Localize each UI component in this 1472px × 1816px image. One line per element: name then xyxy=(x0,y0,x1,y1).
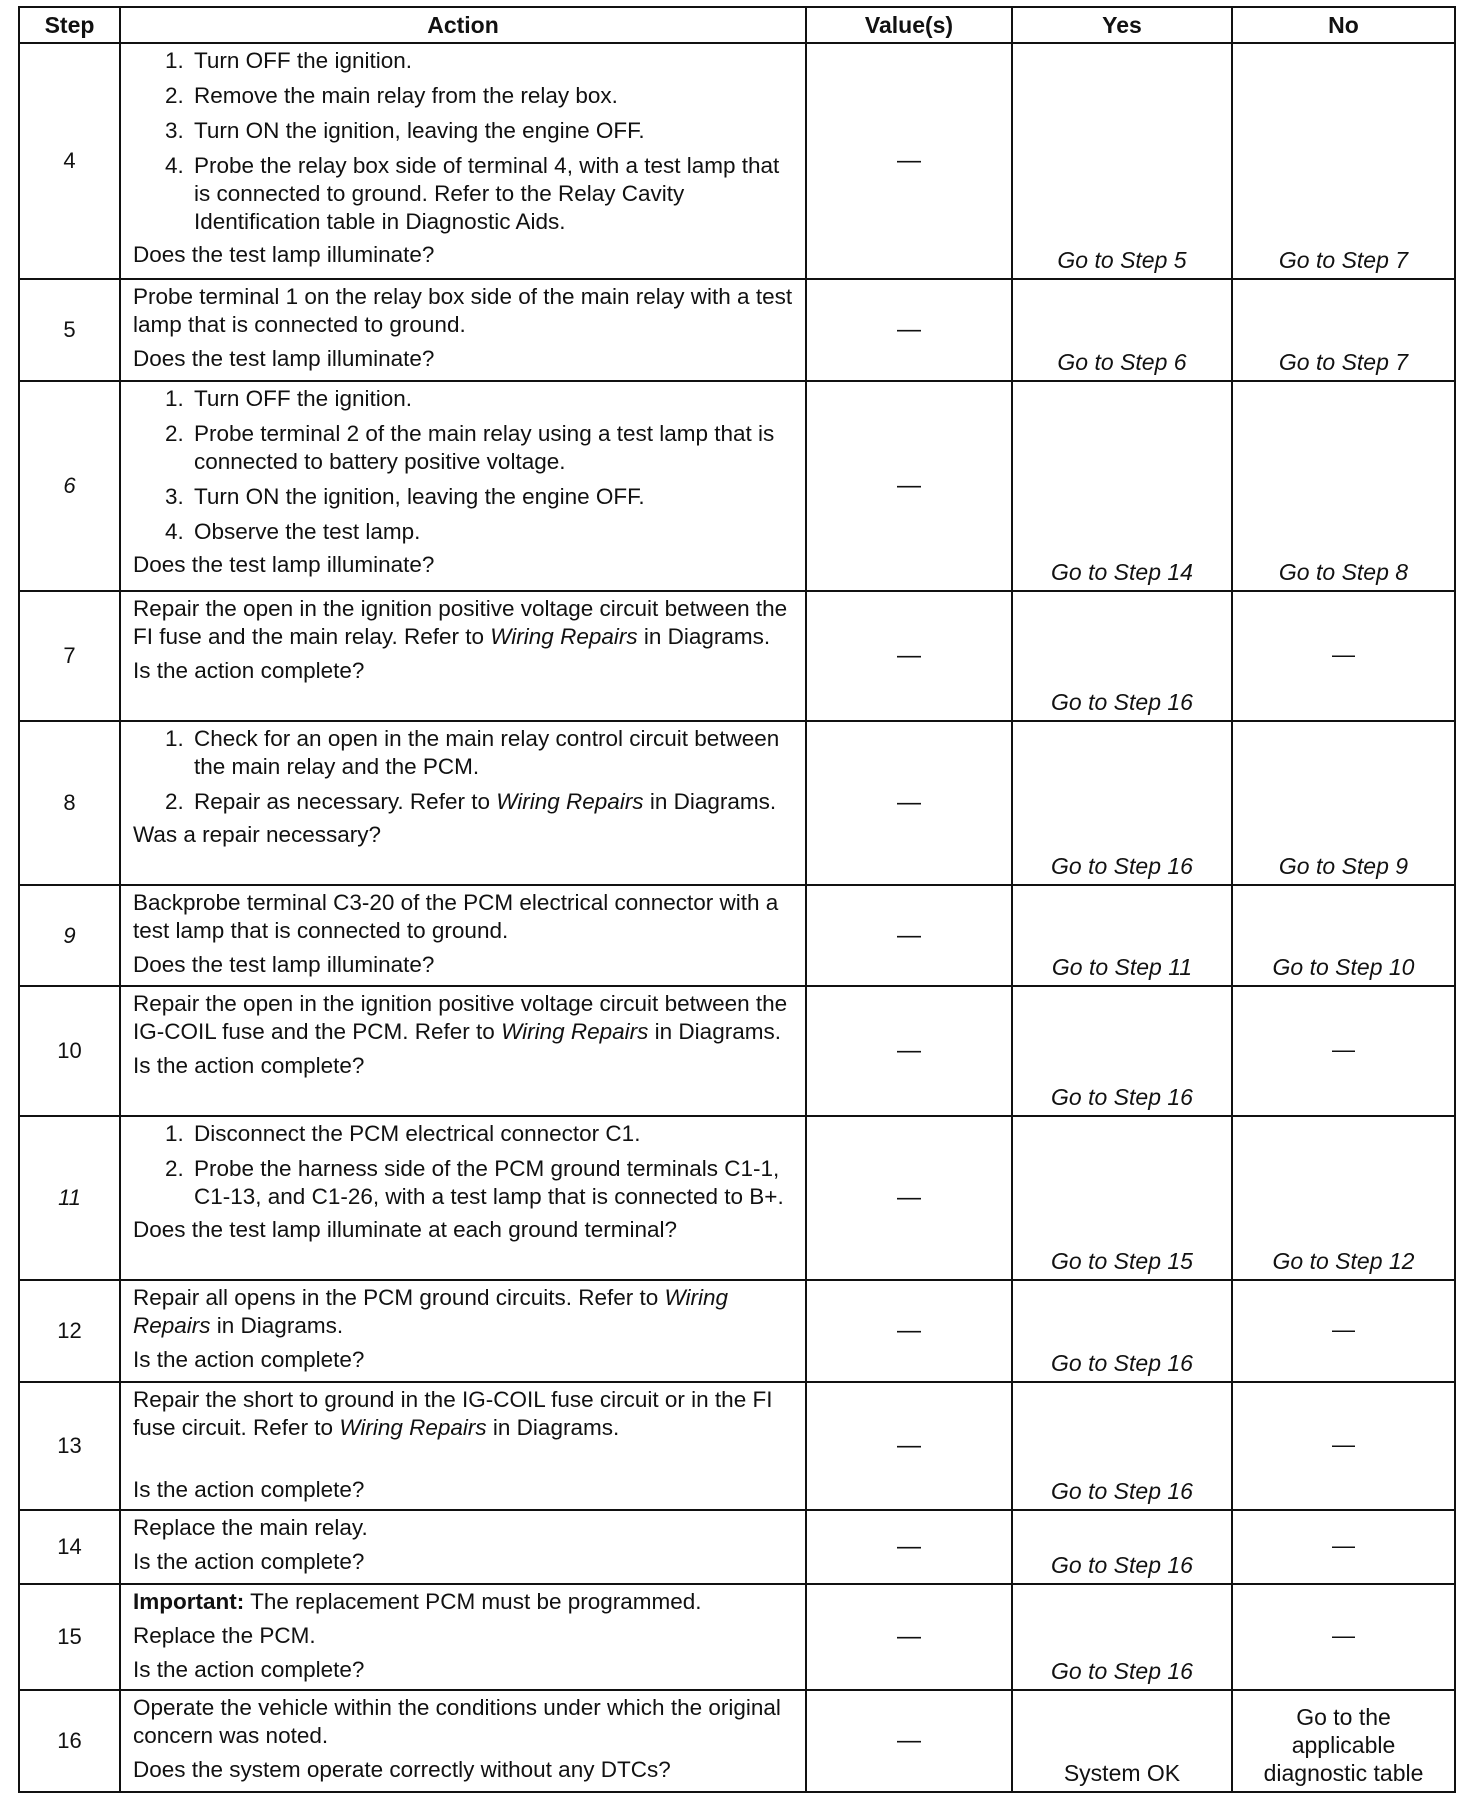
yes-cell: System OK xyxy=(1012,1690,1232,1792)
step-number: 4 xyxy=(19,43,120,279)
action-list xyxy=(133,1120,797,1211)
value-cell: — xyxy=(806,986,1012,1116)
yes-cell: Go to Step 16 xyxy=(1012,1280,1232,1382)
action-cell xyxy=(120,43,806,279)
value-cell: — xyxy=(806,1382,1012,1510)
action-text-part: Repair all opens in the PCM ground circuits. Refer to xyxy=(133,1285,665,1310)
table-row-step-16 xyxy=(19,1690,1455,1792)
step-number: 8 xyxy=(19,721,120,885)
action-text-part: Repair as necessary. Refer to xyxy=(194,789,497,814)
diagnostic-table xyxy=(18,6,1456,1793)
table-row-step-10 xyxy=(19,986,1455,1116)
action-question: Does the test lamp illuminate? xyxy=(133,346,435,371)
action-question: Does the system operate correctly without any DTCs? xyxy=(133,1757,671,1782)
table-row-step-7 xyxy=(19,591,1455,721)
table-row-step-9 xyxy=(19,885,1455,986)
action-text: Operate the vehicle within the conditions under which the original concern was noted. xyxy=(133,1695,781,1748)
step-number: 14 xyxy=(19,1510,120,1584)
yes-cell: Go to Step 16 xyxy=(1012,721,1232,885)
list-item: 3. Turn ON the ignition, leaving the engine OFF. xyxy=(190,483,797,511)
no-cell: — xyxy=(1232,1280,1455,1382)
step-number: 16 xyxy=(19,1690,120,1792)
action-question: Does the test lamp illuminate? xyxy=(133,952,435,977)
no-cell-line: Go to the xyxy=(1296,1704,1391,1730)
action-cell xyxy=(120,1116,806,1280)
table-row-step-11 xyxy=(19,1116,1455,1280)
action-list xyxy=(133,47,797,236)
action-cell xyxy=(120,1280,806,1382)
yes-cell: Go to Step 11 xyxy=(1012,885,1232,986)
list-item: 1. Disconnect the PCM electrical connector C1. xyxy=(190,1120,797,1148)
header-row xyxy=(19,7,1455,43)
action-cell xyxy=(120,1584,806,1690)
list-item xyxy=(190,788,797,816)
important-note xyxy=(133,1588,797,1616)
no-cell-line: applicable xyxy=(1291,1732,1396,1758)
list-item: 1. Check for an open in the main relay control circuit between the main relay and the PCM. xyxy=(190,725,797,781)
value-cell: — xyxy=(806,43,1012,279)
yes-cell: Go to Step 5 xyxy=(1012,43,1232,279)
action-text: Backprobe terminal C3-20 of the PCM electrical connector with a test lamp that is connected to ground. xyxy=(133,890,779,943)
value-cell: — xyxy=(806,279,1012,381)
important-label: Important: xyxy=(133,1589,245,1614)
table-row-step-5 xyxy=(19,279,1455,381)
value-cell: — xyxy=(806,721,1012,885)
action-text-part: in Diagrams. xyxy=(648,1019,781,1044)
action-cell xyxy=(120,591,806,721)
header-values: Value(s) xyxy=(806,7,1012,43)
value-cell: — xyxy=(806,1116,1012,1280)
action-cell xyxy=(120,381,806,591)
no-cell: — xyxy=(1232,1584,1455,1690)
step-number: 5 xyxy=(19,279,120,381)
action-question: Is the action complete? xyxy=(133,1347,365,1372)
yes-cell: Go to Step 16 xyxy=(1012,986,1232,1116)
value-cell: — xyxy=(806,1510,1012,1584)
yes-cell: Go to Step 16 xyxy=(1012,591,1232,721)
header-action: Action xyxy=(120,7,806,43)
value-cell: — xyxy=(806,1690,1012,1792)
table-row-step-8 xyxy=(19,721,1455,885)
no-cell: Go to Step 8 xyxy=(1232,381,1455,591)
action-text-part: Repair the short to ground in the IG-COIL fuse circuit or in the FI fuse circuit. Refer to xyxy=(133,1387,773,1440)
action-text xyxy=(133,595,797,651)
action-question: Is the action complete? xyxy=(133,1477,365,1502)
action-cell xyxy=(120,721,806,885)
list-item: 3. Turn ON the ignition, leaving the engine OFF. xyxy=(190,117,797,145)
important-text: The replacement PCM must be programmed. xyxy=(244,1589,702,1614)
yes-cell: Go to Step 15 xyxy=(1012,1116,1232,1280)
step-number: 13 xyxy=(19,1382,120,1510)
yes-cell: Go to Step 16 xyxy=(1012,1382,1232,1510)
no-cell: Go to Step 7 xyxy=(1232,43,1455,279)
table-row-step-4 xyxy=(19,43,1455,279)
no-cell: Go to Step 10 xyxy=(1232,885,1455,986)
action-question: Is the action complete? xyxy=(133,1657,365,1682)
table-row-step-6 xyxy=(19,381,1455,591)
yes-cell: Go to Step 16 xyxy=(1012,1584,1232,1690)
no-cell-line: diagnostic table xyxy=(1263,1760,1424,1786)
action-text-part: in Diagrams. xyxy=(643,789,777,814)
action-text: Probe terminal 1 on the relay box side of the main relay with a test lamp that is connected to ground. xyxy=(133,284,793,337)
list-item: 2. Remove the main relay from the relay box. xyxy=(190,82,797,110)
no-cell xyxy=(1232,1690,1455,1792)
action-question: Was a repair necessary? xyxy=(133,822,382,847)
step-number: 9 xyxy=(19,885,120,986)
wiring-repairs-reference: Wiring Repairs xyxy=(490,624,638,649)
action-question: Is the action complete? xyxy=(133,1549,365,1574)
action-question: Is the action complete? xyxy=(133,658,365,683)
action-cell xyxy=(120,279,806,381)
table-row-step-15 xyxy=(19,1584,1455,1690)
step-number: 15 xyxy=(19,1584,120,1690)
no-cell: — xyxy=(1232,1510,1455,1584)
list-item: 1. Turn OFF the ignition. xyxy=(190,47,797,75)
action-cell xyxy=(120,1690,806,1792)
no-cell: Go to Step 7 xyxy=(1232,279,1455,381)
action-list xyxy=(133,725,797,816)
step-number: 7 xyxy=(19,591,120,721)
action-cell xyxy=(120,986,806,1116)
value-cell: — xyxy=(806,1280,1012,1382)
action-cell xyxy=(120,885,806,986)
table-row-step-12 xyxy=(19,1280,1455,1382)
no-cell: Go to Step 12 xyxy=(1232,1116,1455,1280)
action-question: Does the test lamp illuminate at each ground terminal? xyxy=(133,1217,678,1242)
yes-cell: Go to Step 16 xyxy=(1012,1510,1232,1584)
action-list xyxy=(133,385,797,546)
no-cell: — xyxy=(1232,1382,1455,1510)
no-cell: — xyxy=(1232,986,1455,1116)
action-text-part: Repair the open in the ignition positive voltage circuit between the FI fuse and the main relay. Refer to xyxy=(133,596,788,649)
yes-cell: Go to Step 6 xyxy=(1012,279,1232,381)
wiring-repairs-reference: Wiring Repairs xyxy=(133,1285,729,1338)
value-cell: — xyxy=(806,1584,1012,1690)
action-cell xyxy=(120,1382,806,1510)
step-number: 10 xyxy=(19,986,120,1116)
action-text: Replace the main relay. xyxy=(133,1515,368,1540)
action-text-part: in Diagrams. xyxy=(210,1313,344,1338)
action-text-part: in Diagrams. xyxy=(486,1415,620,1440)
step-number: 11 xyxy=(19,1116,120,1280)
list-item: 2. Probe the harness side of the PCM ground terminals C1-1, C1-13, and C1-26, with a test lamp that is connected to B+. xyxy=(190,1155,797,1211)
table-row-step-13 xyxy=(19,1382,1455,1510)
wiring-repairs-reference: Wiring Repairs xyxy=(501,1019,649,1044)
no-cell: — xyxy=(1232,591,1455,721)
action-text xyxy=(133,1386,797,1442)
action-text-part: Repair the open in the ignition positive voltage circuit between the IG-COIL fuse and the PCM. Refer to xyxy=(133,991,788,1044)
list-item: 4. Probe the relay box side of terminal 4, with a test lamp that is connected to ground. Refer to the Relay Cavity Identification table in Diagnostic Aids. xyxy=(190,152,797,236)
wiring-repairs-reference: Wiring Repairs xyxy=(339,1415,487,1440)
list-item: 2. Probe terminal 2 of the main relay using a test lamp that is connected to battery positive voltage. xyxy=(190,420,797,476)
action-question: Does the test lamp illuminate? xyxy=(133,242,435,267)
wiring-repairs-reference: Wiring Repairs xyxy=(496,789,644,814)
action-question: Is the action complete? xyxy=(133,1053,365,1078)
action-text xyxy=(133,1284,797,1340)
list-item: 1. Turn OFF the ignition. xyxy=(190,385,797,413)
value-cell: — xyxy=(806,885,1012,986)
list-item: 4. Observe the test lamp. xyxy=(190,518,797,546)
value-cell: — xyxy=(806,591,1012,721)
action-question: Does the test lamp illuminate? xyxy=(133,552,435,577)
step-number: 6 xyxy=(19,381,120,591)
yes-cell: Go to Step 14 xyxy=(1012,381,1232,591)
action-cell xyxy=(120,1510,806,1584)
value-cell: — xyxy=(806,381,1012,591)
step-number: 12 xyxy=(19,1280,120,1382)
action-text-part: in Diagrams. xyxy=(637,624,771,649)
no-cell: Go to Step 9 xyxy=(1232,721,1455,885)
header-yes: Yes xyxy=(1012,7,1232,43)
action-text: Replace the PCM. xyxy=(133,1623,316,1648)
action-text xyxy=(133,990,797,1046)
table-row-step-14 xyxy=(19,1510,1455,1584)
header-no: No xyxy=(1232,7,1455,43)
header-step: Step xyxy=(19,7,120,43)
